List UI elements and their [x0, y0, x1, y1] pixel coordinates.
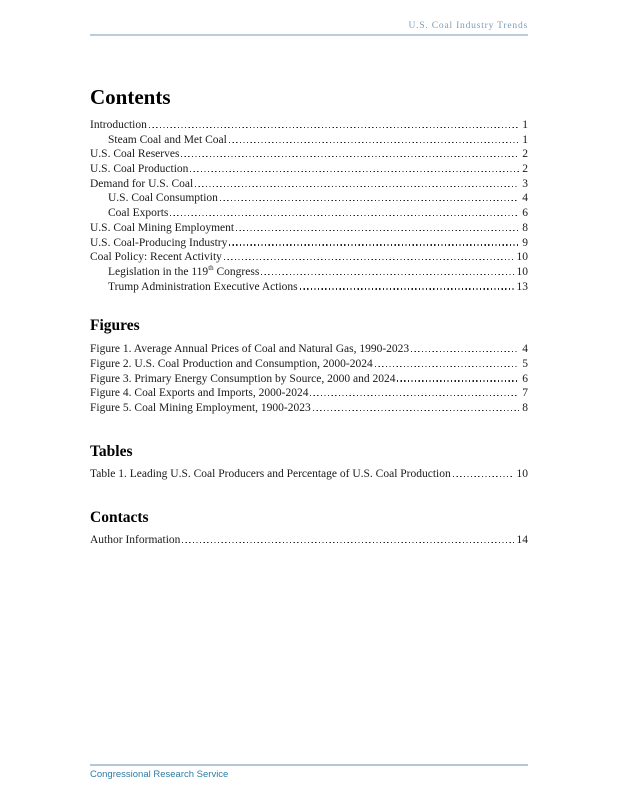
dot-leader — [195, 186, 519, 187]
page-number: 13 — [516, 280, 528, 293]
dot-leader — [300, 288, 514, 289]
figure-entry-label: Figure 2. U.S. Coal Production and Consumption, 2000-2024 — [90, 357, 373, 370]
dot-leader — [453, 476, 514, 477]
toc-entry[interactable] — [90, 148, 528, 163]
figure-entry[interactable] — [90, 402, 528, 417]
toc-entry-label: U.S. Coal Reserves — [90, 148, 180, 161]
table-entry-label: Table 1. Leading U.S. Coal Producers and Percentage of U.S. Coal Production — [90, 467, 451, 480]
dot-leader — [236, 230, 519, 231]
toc-entry[interactable] — [90, 207, 528, 222]
toc-entry-label: Trump Administration Executive Actions — [108, 280, 298, 293]
contact-entry-label: Author Information — [90, 534, 181, 547]
toc-entry-label: U.S. Coal Production — [90, 163, 189, 176]
contents-list — [90, 119, 528, 295]
toc-entry-label: Coal Exports — [108, 207, 169, 220]
toc-entry[interactable] — [90, 192, 528, 207]
tables-heading: Tables — [90, 442, 133, 460]
figure-entry-label: Figure 3. Primary Energy Consumption by Source, 2000 and 2024 — [90, 372, 396, 385]
contact-entry[interactable] — [90, 534, 528, 549]
toc-entry-label: U.S. Coal Mining Employment — [90, 221, 235, 234]
toc-entry[interactable] — [90, 251, 528, 266]
figure-entry-label: Figure 1. Average Annual Prices of Coal and Natural Gas, 1990-2023 — [90, 343, 410, 356]
figure-entry-label: Figure 4. Coal Exports and Imports, 2000-2024 — [90, 387, 309, 400]
dot-leader — [229, 142, 519, 143]
toc-entry[interactable] — [90, 178, 528, 193]
page-number: 10 — [516, 251, 528, 264]
figure-entry-label: Figure 5. Coal Mining Employment, 1900-2023 — [90, 402, 311, 414]
header-rule — [90, 34, 528, 36]
dot-leader — [310, 395, 519, 396]
dot-leader — [224, 259, 514, 260]
contacts-list — [90, 534, 528, 549]
dot-leader — [229, 244, 519, 245]
dot-leader — [375, 366, 520, 367]
toc-entry[interactable] — [90, 163, 528, 178]
figures-heading: Figures — [90, 317, 140, 335]
page-number: 5 — [522, 357, 528, 370]
dot-leader — [182, 542, 513, 543]
figure-entry[interactable] — [90, 343, 528, 358]
footer-brand: Congressional Research Service — [90, 769, 229, 780]
contacts-heading: Contacts — [90, 509, 149, 527]
toc-entry-label: Steam Coal and Met Coal — [108, 133, 227, 146]
page-number: 2 — [522, 148, 528, 161]
figure-entry[interactable] — [90, 373, 528, 388]
page-number: 8 — [522, 402, 528, 414]
page-number: 9 — [522, 236, 528, 249]
toc-entry[interactable] — [90, 281, 528, 296]
page-number: 10 — [516, 467, 528, 480]
page-number: 14 — [516, 534, 528, 547]
tables-list — [90, 468, 528, 483]
toc-entry[interactable] — [90, 266, 528, 281]
page-number: 2 — [522, 163, 528, 176]
toc-entry[interactable] — [90, 134, 528, 149]
dot-leader — [149, 127, 519, 128]
toc-entry[interactable] — [90, 222, 528, 237]
page-number: 7 — [522, 387, 528, 400]
page-number: 6 — [522, 372, 528, 385]
dot-leader — [397, 380, 519, 381]
running-header-title: U.S. Coal Industry Trends — [408, 21, 528, 31]
toc-entry-label: Legislation in the 119th Congress — [108, 264, 260, 278]
toc-entry-label: Demand for U.S. Coal — [90, 177, 194, 190]
toc-entry-label: Coal Policy: Recent Activity — [90, 251, 222, 264]
figure-entry[interactable] — [90, 358, 528, 373]
page-number: 8 — [522, 221, 528, 234]
toc-entry-label: Introduction — [90, 119, 147, 131]
page-number: 10 — [516, 265, 528, 278]
figures-list — [90, 343, 528, 416]
page-number: 4 — [522, 343, 528, 356]
figure-entry[interactable] — [90, 387, 528, 402]
dot-leader — [261, 274, 513, 275]
page-header — [90, 0, 528, 36]
table-entry[interactable] — [90, 468, 528, 483]
dot-leader — [313, 410, 520, 411]
page-footer — [90, 764, 528, 780]
page-number: 4 — [522, 192, 528, 205]
toc-entry-label: U.S. Coal-Producing Industry — [90, 236, 228, 249]
dot-leader — [220, 200, 519, 201]
dot-leader — [170, 215, 519, 216]
page-number: 1 — [522, 133, 528, 146]
toc-entry-label: U.S. Coal Consumption — [108, 192, 218, 205]
page-number: 3 — [522, 177, 528, 190]
page-number: 1 — [522, 119, 528, 131]
footer-rule — [90, 764, 528, 766]
superscript-ordinal: th — [208, 264, 214, 273]
page-number: 6 — [522, 207, 528, 220]
toc-entry[interactable] — [90, 237, 528, 252]
dot-leader — [411, 351, 519, 352]
dot-leader — [190, 171, 519, 172]
contents-heading: Contents — [90, 85, 171, 109]
toc-entry[interactable] — [90, 119, 528, 134]
dot-leader — [181, 156, 519, 157]
